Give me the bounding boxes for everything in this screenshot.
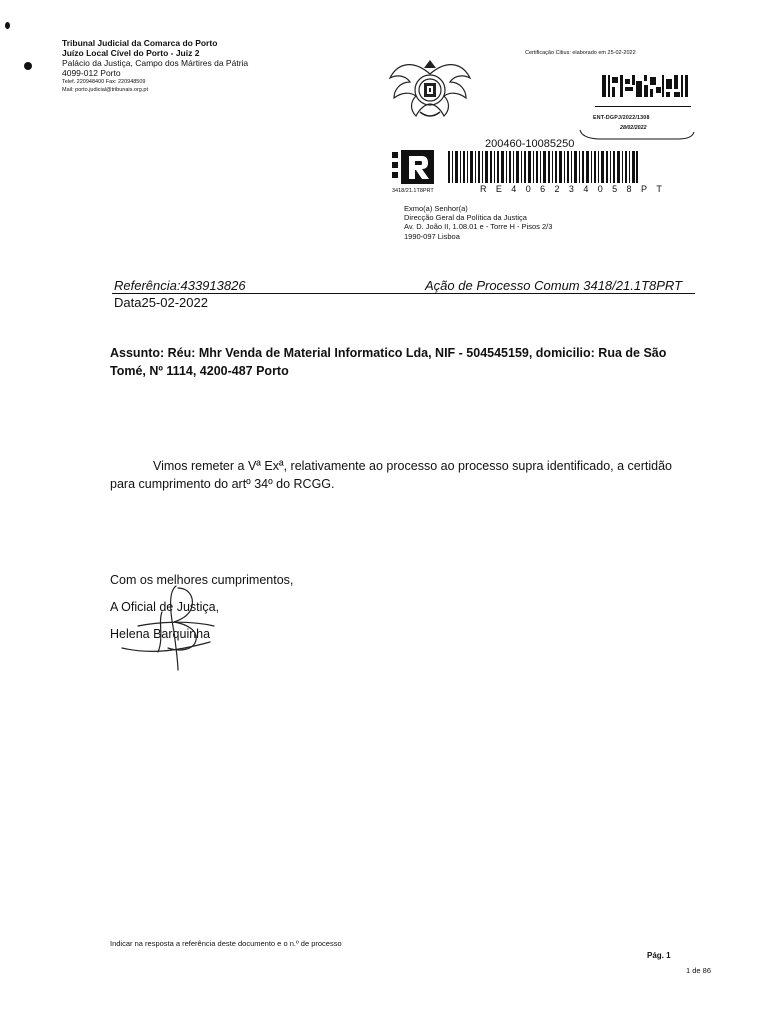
certification-note: Certificação Citius: elaborado em 25-02-2022 <box>525 50 636 56</box>
court-name: Tribunal Judicial da Comarca do Porto <box>62 38 218 48</box>
registry-line-top <box>595 106 691 107</box>
registry-date: 28/02/2022 <box>620 125 647 131</box>
reference-label: Referência:433913826 <box>114 278 246 293</box>
court-address-line1: Palácio da Justiça, Campo dos Mártires da Pátria <box>62 58 249 68</box>
closing-greeting: Com os melhores cumprimentos, <box>110 573 294 587</box>
registry-curve <box>578 128 696 142</box>
scan-speck <box>5 22 10 29</box>
postal-barcode <box>448 151 638 183</box>
page-number: Pág. 1 <box>647 951 671 960</box>
scan-speck <box>24 62 32 70</box>
closing-role: A Oficial de Justiça, <box>110 600 220 614</box>
body-paragraph: Vimos remeter a Vª Exª, relativamente ao processo ao processo supra identificado, a certidão para cumprimento do artº 34º do RCGG. <box>110 459 673 491</box>
document-number: 200460-10085250 <box>485 138 575 150</box>
document-date: Data25-02-2022 <box>114 295 208 310</box>
process-number-small: 3418/21.1T8PRT <box>392 188 434 194</box>
court-address-line2: 4099-012 Porto <box>62 68 121 78</box>
page-count: 1 de 86 <box>686 966 712 975</box>
subject-paragraph: Assunto: Réu: Mhr Venda de Material Informatico Lda, NIF - 504545159, domicilio: Rua de São Tomé, Nº 1114, 4200-487 Porto <box>110 346 667 378</box>
coat-of-arms-seal-icon <box>386 52 474 122</box>
barcode-number: RE406234058PT <box>480 184 672 194</box>
recipient-postal: 1990-097 Lisboa <box>404 231 460 241</box>
registry-id: ENT-DGPJ/2022/1308 <box>593 115 650 121</box>
qr-code-icon <box>602 73 688 99</box>
registered-mail-r-icon <box>392 150 436 186</box>
court-phone-fax: Telef. 220948400 Fax: 220948509 <box>62 79 146 85</box>
reference-divider <box>112 293 695 294</box>
footer-note: Indicar na resposta a referência deste documento e o n.º de processo <box>110 939 342 948</box>
closing-name: Helena Barquinha <box>110 627 211 641</box>
recipient-address <box>404 204 552 241</box>
sender-block <box>62 38 248 94</box>
handwritten-signature <box>118 582 228 674</box>
recipient-salutation: Exmo(a) Senhor(a) <box>404 204 468 213</box>
action-label: Ação de Processo Comum 3418/21.1T8PRT <box>425 278 683 293</box>
recipient-organization: Direcção Geral da Política da Justiça <box>404 213 527 223</box>
court-section: Juízo Local Cível do Porto - Juiz 2 <box>62 48 200 58</box>
court-email: Mail: porto.judicial@tribunais.org.pt <box>62 87 148 93</box>
recipient-street: Av. D. João II, 1.08.01 e - Torre H - Pisos 2/3 <box>404 222 553 232</box>
